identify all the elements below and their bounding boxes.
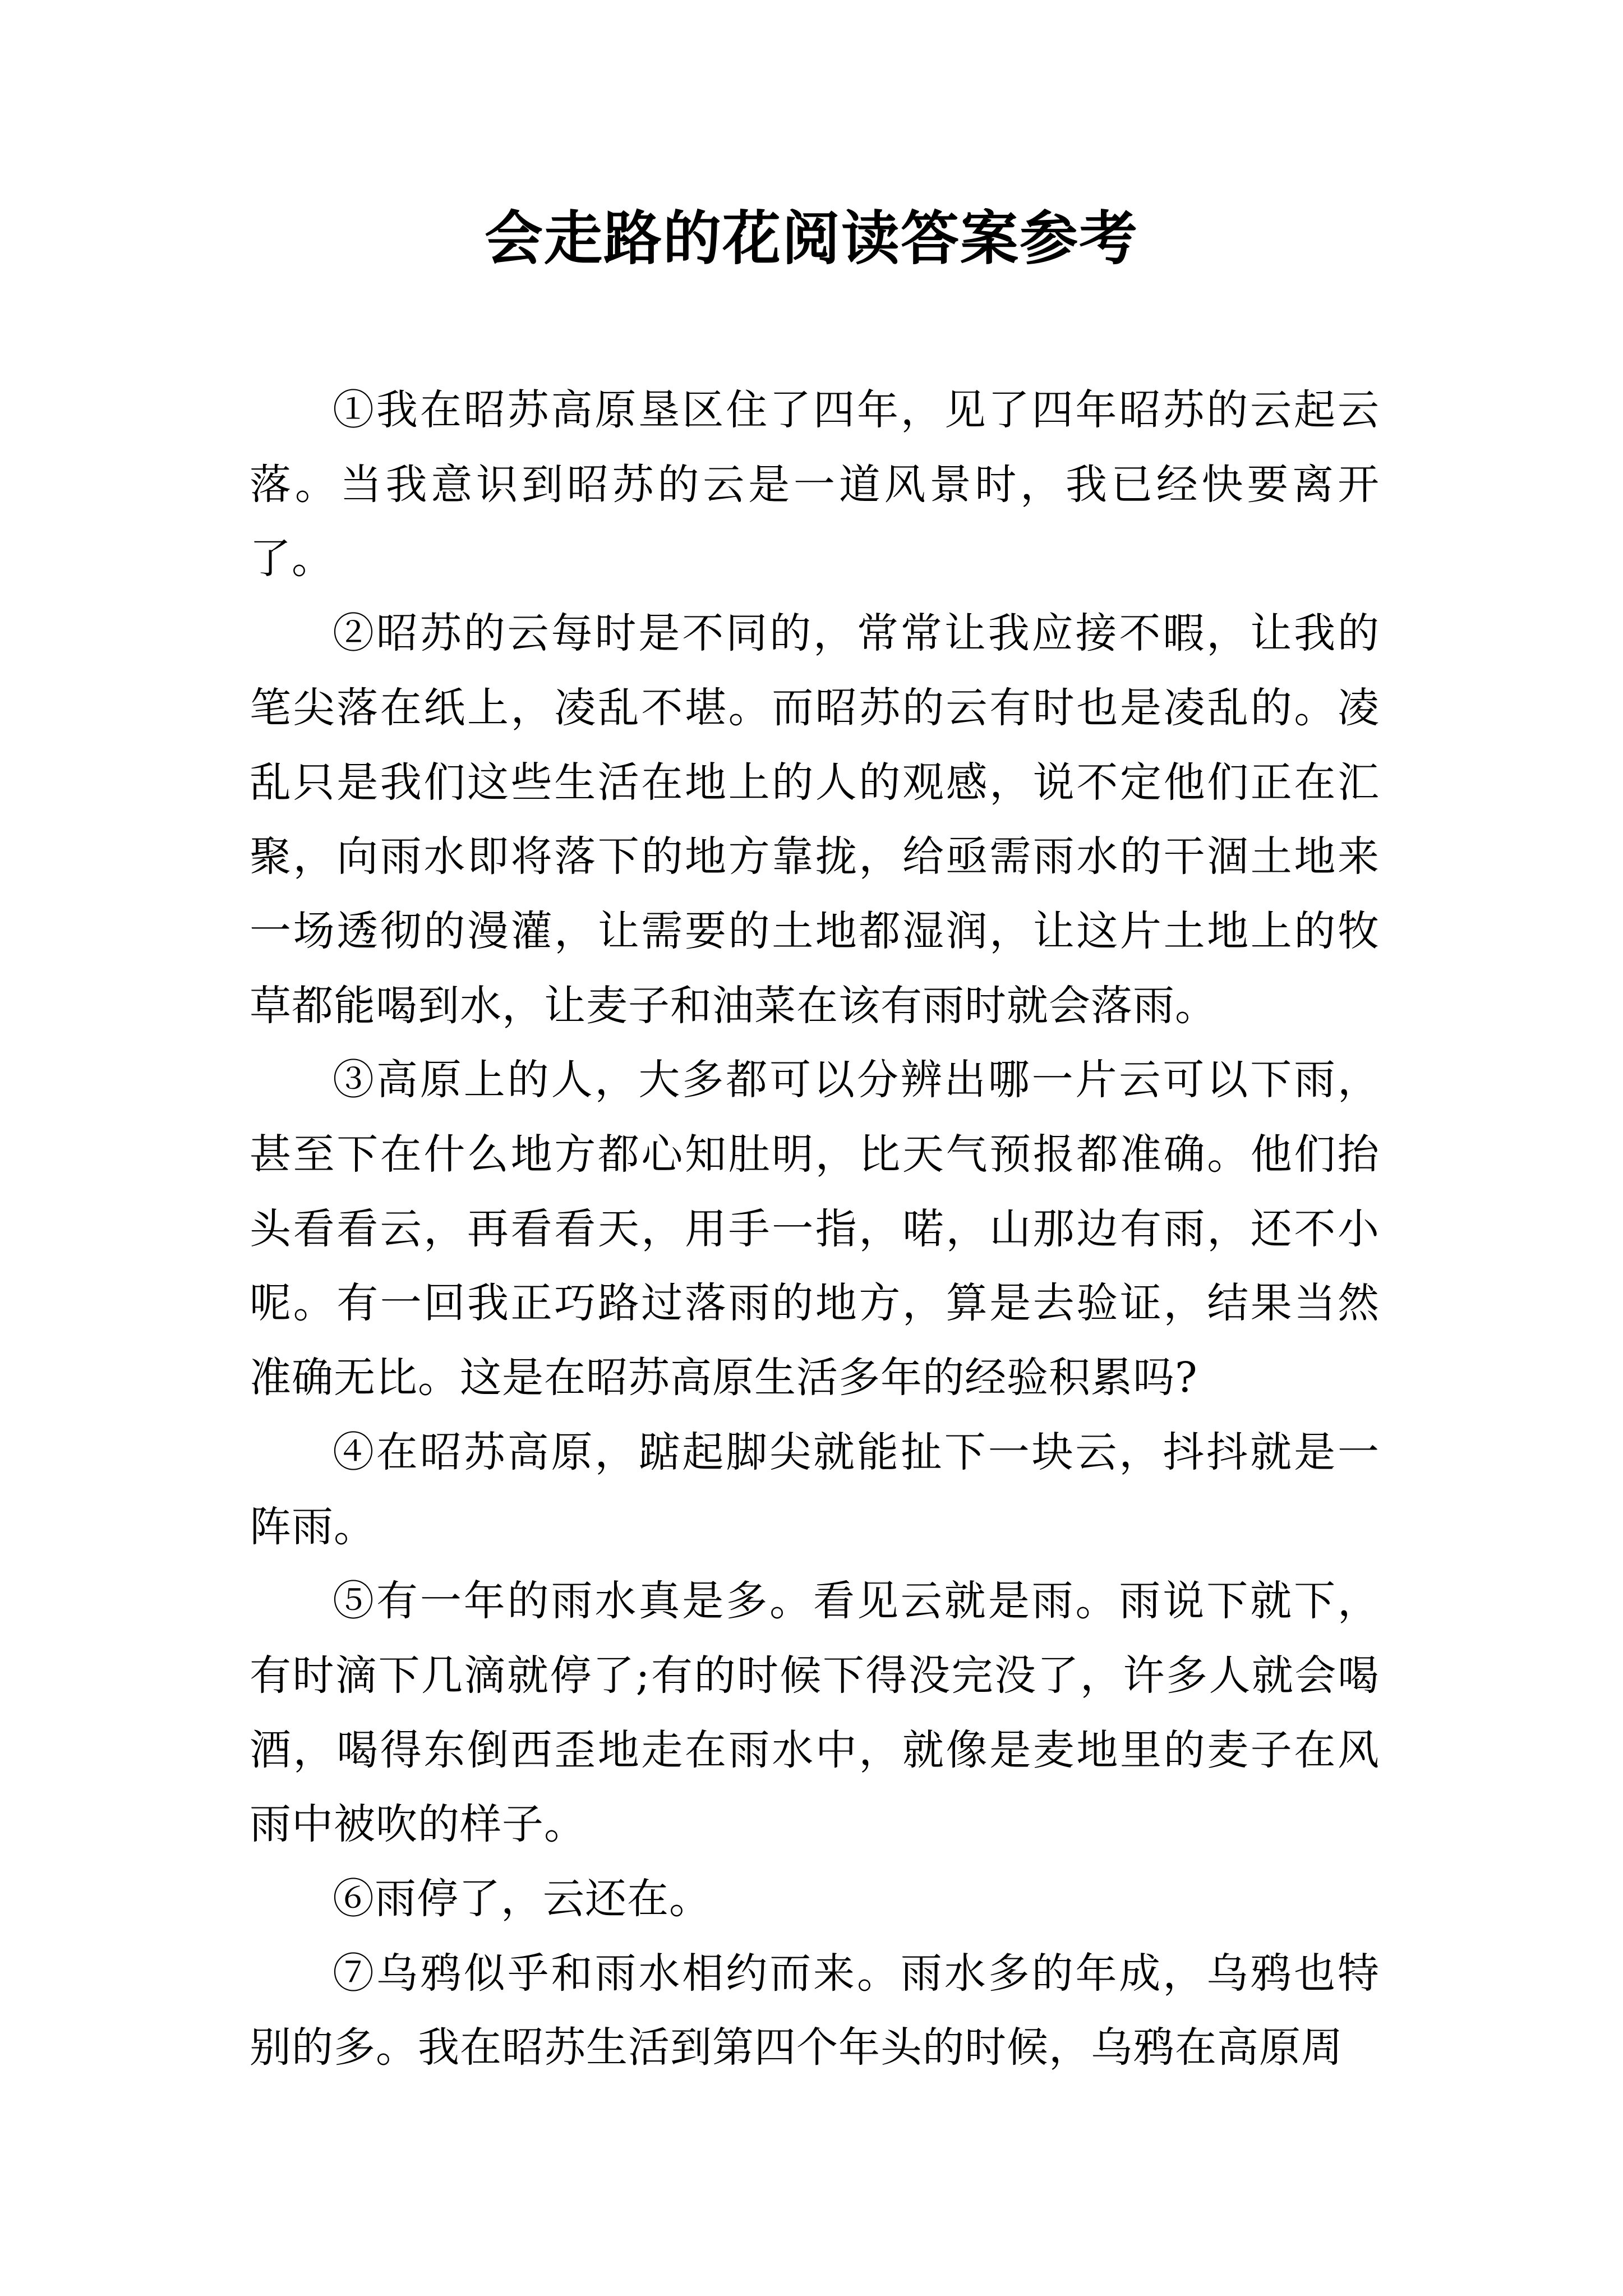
paragraph-1: ①我在昭苏高原垦区住了四年，见了四年昭苏的云起云落。当我意识到昭苏的云是一道风景时，我已经快要离开了。 (250, 386, 1380, 583)
document-body (250, 373, 1380, 2085)
paragraph-2: ②昭苏的云每时是不同的，常常让我应接不暇，让我的笔尖落在纸上，凌乱不堪。而昭苏的云有时也是凌乱的。凌乱只是我们这些生活在地上的人的观感，说不定他们正在汇聚，向雨水即将落下的地方靠拢，给亟需雨水的干涸土地来一场透彻的漫灌，让需要的土地都湿润，让这片土地上的牧草都能喝到水，让麦子和油菜在该有雨时就会落雨。 (250, 609, 1380, 1030)
paragraph-6: ⑥雨停了，云还在。 (333, 1875, 711, 1924)
paragraph-3: ③高原上的人，大多都可以分辨出哪一片云可以下雨，甚至下在什么地方都心知肚明，比天气预报都准确。他们抬头看看云，再看看天，用手一指，喏，山那边有雨，还不小呢。有一回我正巧路过落雨的地方，算是去验证，结果当然准确无比。这是在昭苏高原生活多年的经验积累吗? (250, 1056, 1380, 1402)
paragraph-7: ⑦乌鸦似乎和雨水相约而来。雨水多的年成，乌鸦也特别的多。我在昭苏生活到第四个年头的时候，乌鸦在高原周 (250, 1949, 1380, 2072)
document-title: 会走路的花阅读答案参考 (484, 204, 1138, 273)
paragraph-5: ⑤有一年的雨水真是多。看见云就是雨。雨说下就下，有时滴下几滴就停了;有的时候下得没完没了，许多人就会喝酒，喝得东倒西歪地走在雨水中，就像是麦地里的麦子在风雨中被吹的样子。 (250, 1577, 1380, 1849)
paragraph-4: ④在昭苏高原，踮起脚尖就能扯下一块云，抖抖就是一阵雨。 (250, 1428, 1380, 1551)
